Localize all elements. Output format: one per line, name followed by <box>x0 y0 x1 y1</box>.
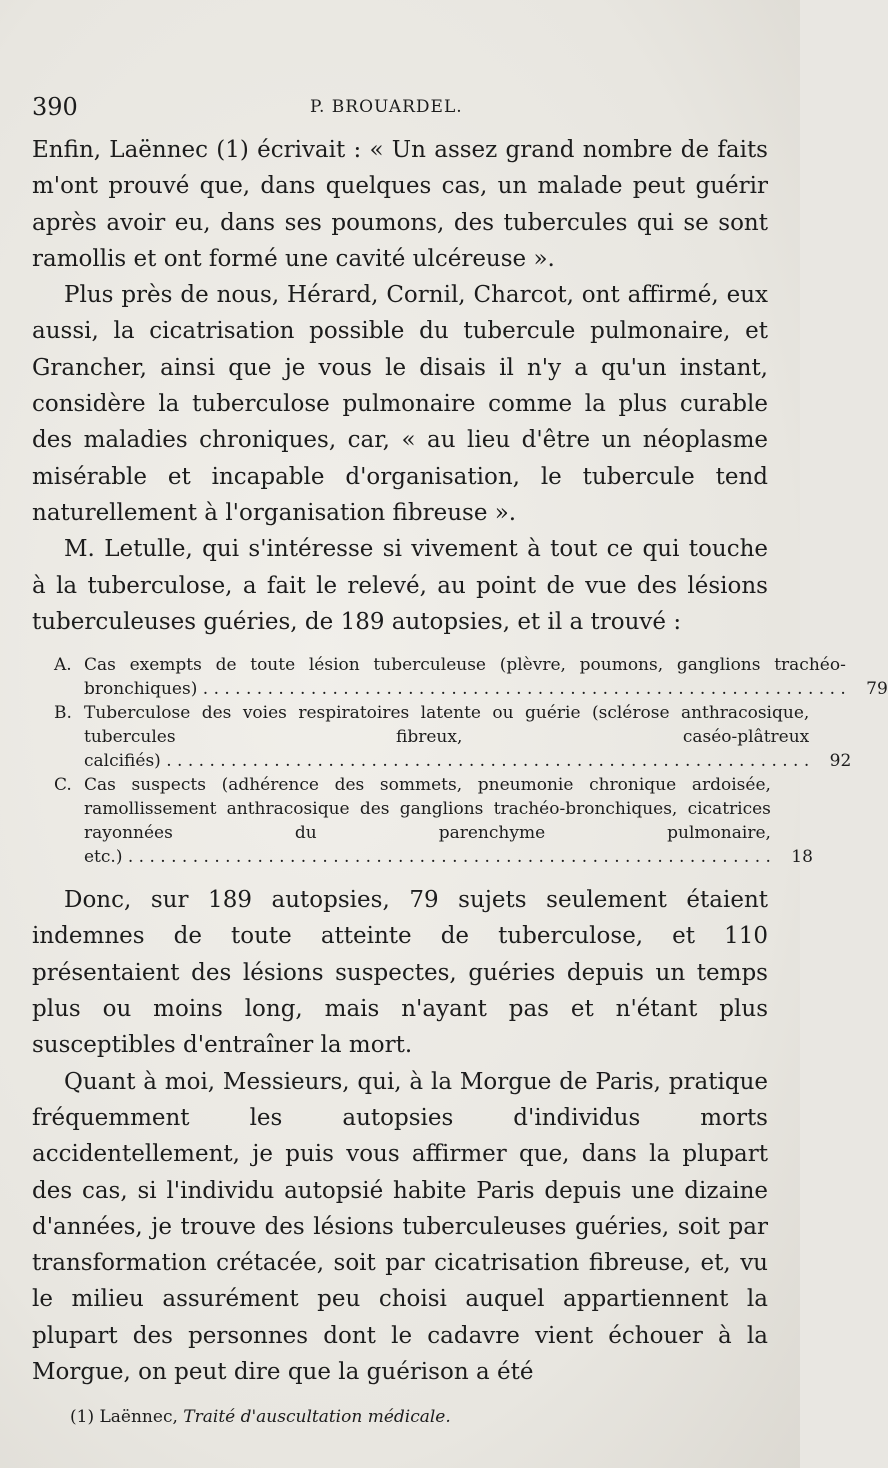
running-head: P. BROUARDEL. <box>310 97 463 117</box>
finding-letter: B. <box>54 703 72 724</box>
paragraph-laennec: Enfin, Laënnec (1) écrivait : « Un assez grand nombre de faits m'ont prouvé que, dans quelques cas, un malade peut guérir après avoir eu, dans ses poumons, des tubercules qui se sont ramollis et ont formé une cavité ulcéreuse ». <box>32 137 768 272</box>
paragraph-herard: Plus près de nous, Hérard, Cornil, Charcot, ont affirmé, eux aussi, la cicatrisation possible du tubercule pulmonaire, et Grancher, ainsi que je vous le disais il n'y a qu'un instant, considère la tuberculose pulmonaire comme la plus curable des maladies chroniques, car, « au lieu d'être un néoplasme misérable et incapable d'organisation, le tubercule tend naturellement à l'organisation fibreuse ». <box>32 282 768 526</box>
finding-item <box>42 653 888 701</box>
page-header <box>32 93 752 123</box>
dot-leader: . . . . . . . . . . . . . . . . . . . . . . . . . . . . . . . . . . . . . . . . . . . . . . . . . . . . . . . . . . . . <box>122 847 771 868</box>
page-number: 390 <box>32 93 78 121</box>
finding-count: 92 <box>829 751 852 772</box>
paragraph-letulle: M. Letulle, qui s'intéresse si vivement à tout ce qui touche à la tuberculose, a fait le relevé, au point de vue des lésions tuberculeuses guéries, de 189 autopsies, et il a trouvé : <box>32 536 768 635</box>
finding-item <box>42 701 852 773</box>
dot-leader: . . . . . . . . . . . . . . . . . . . . . . . . . . . . . . . . . . . . . . . . . . . . . . . . . . . . . . . . . . . . <box>197 679 846 700</box>
finding-item <box>42 773 813 869</box>
dot-leader: . . . . . . . . . . . . . . . . . . . . . . . . . . . . . . . . . . . . . . . . . . . . . . . . . . . . . . . . . . . . <box>160 751 810 772</box>
finding-count: 18 <box>791 847 813 868</box>
finding-description: Tuberculose des voies respiratoires latente ou guérie (sclérose anthracosique, tubercules fibreux, caséo-plâtreux calcifiés) . . . . . . . . . . . . . . . . . . . . . . . . . . . . . . . . . . . . . . . . . . . . . . . . . . . . . . . . . . . . <box>84 703 810 772</box>
footnote-title: Traité d'auscultation médicale. <box>183 1407 451 1427</box>
footnote <box>70 1406 451 1428</box>
footnote-marker: (1) <box>70 1407 95 1427</box>
finding-count: 79 <box>866 679 888 700</box>
body-text <box>32 132 888 1390</box>
finding-description: Cas suspects (adhérence des sommets, pneumonie chronique ardoisée, ramollissement anthracosique des ganglions trachéo-bronchiques, cicatrices rayonnées du parenchyme pulmonaire, etc.) . . . . . . . . . . . . . . . . . . . . . . . . . . . . . . . . . . . . . . . . . . . . . . . . . . . . . . . . . . . . <box>84 775 771 868</box>
autopsy-findings-list <box>42 653 888 869</box>
paragraph-conclusion: Donc, sur 189 autopsies, 79 sujets seulement étaient indemnes de toute atteinte de tuberculose, et 110 présentaient des lésions suspectes, guéries depuis un temps plus ou moins long, mais n'ayant pas et n'étant plus susceptibles d'entraîner la mort. <box>32 887 768 1059</box>
paragraph-morgue: Quant à moi, Messieurs, qui, à la Morgue de Paris, pratique fréquemment les autopsies d'individus morts accidentellement, je puis vous affirmer que, dans la plupart des cas, si l'individu autopsié habite Paris depuis une dizaine d'années, je trouve des lésions tuberculeuses guéries, soit par transformation crétacée, soit par cicatrisation fibreuse, et, vu le milieu assurément peu choisi auquel appartiennent la plupart des personnes dont le cadavre vient échouer à la Morgue, on peut dire que la guérison a été <box>32 1068 768 1386</box>
finding-letter: A. <box>54 655 72 676</box>
finding-description: Cas exempts de toute lésion tuberculeuse (plèvre, poumons, ganglions trachéo-bronchiques) . . . . . . . . . . . . . . . . . . . . . . . . . . . . . . . . . . . . . . . . . . . . . . . . . . . . . . . . . . . . <box>84 655 846 700</box>
finding-letter: C. <box>54 775 72 796</box>
footnote-author: Laënnec, <box>99 1407 178 1427</box>
